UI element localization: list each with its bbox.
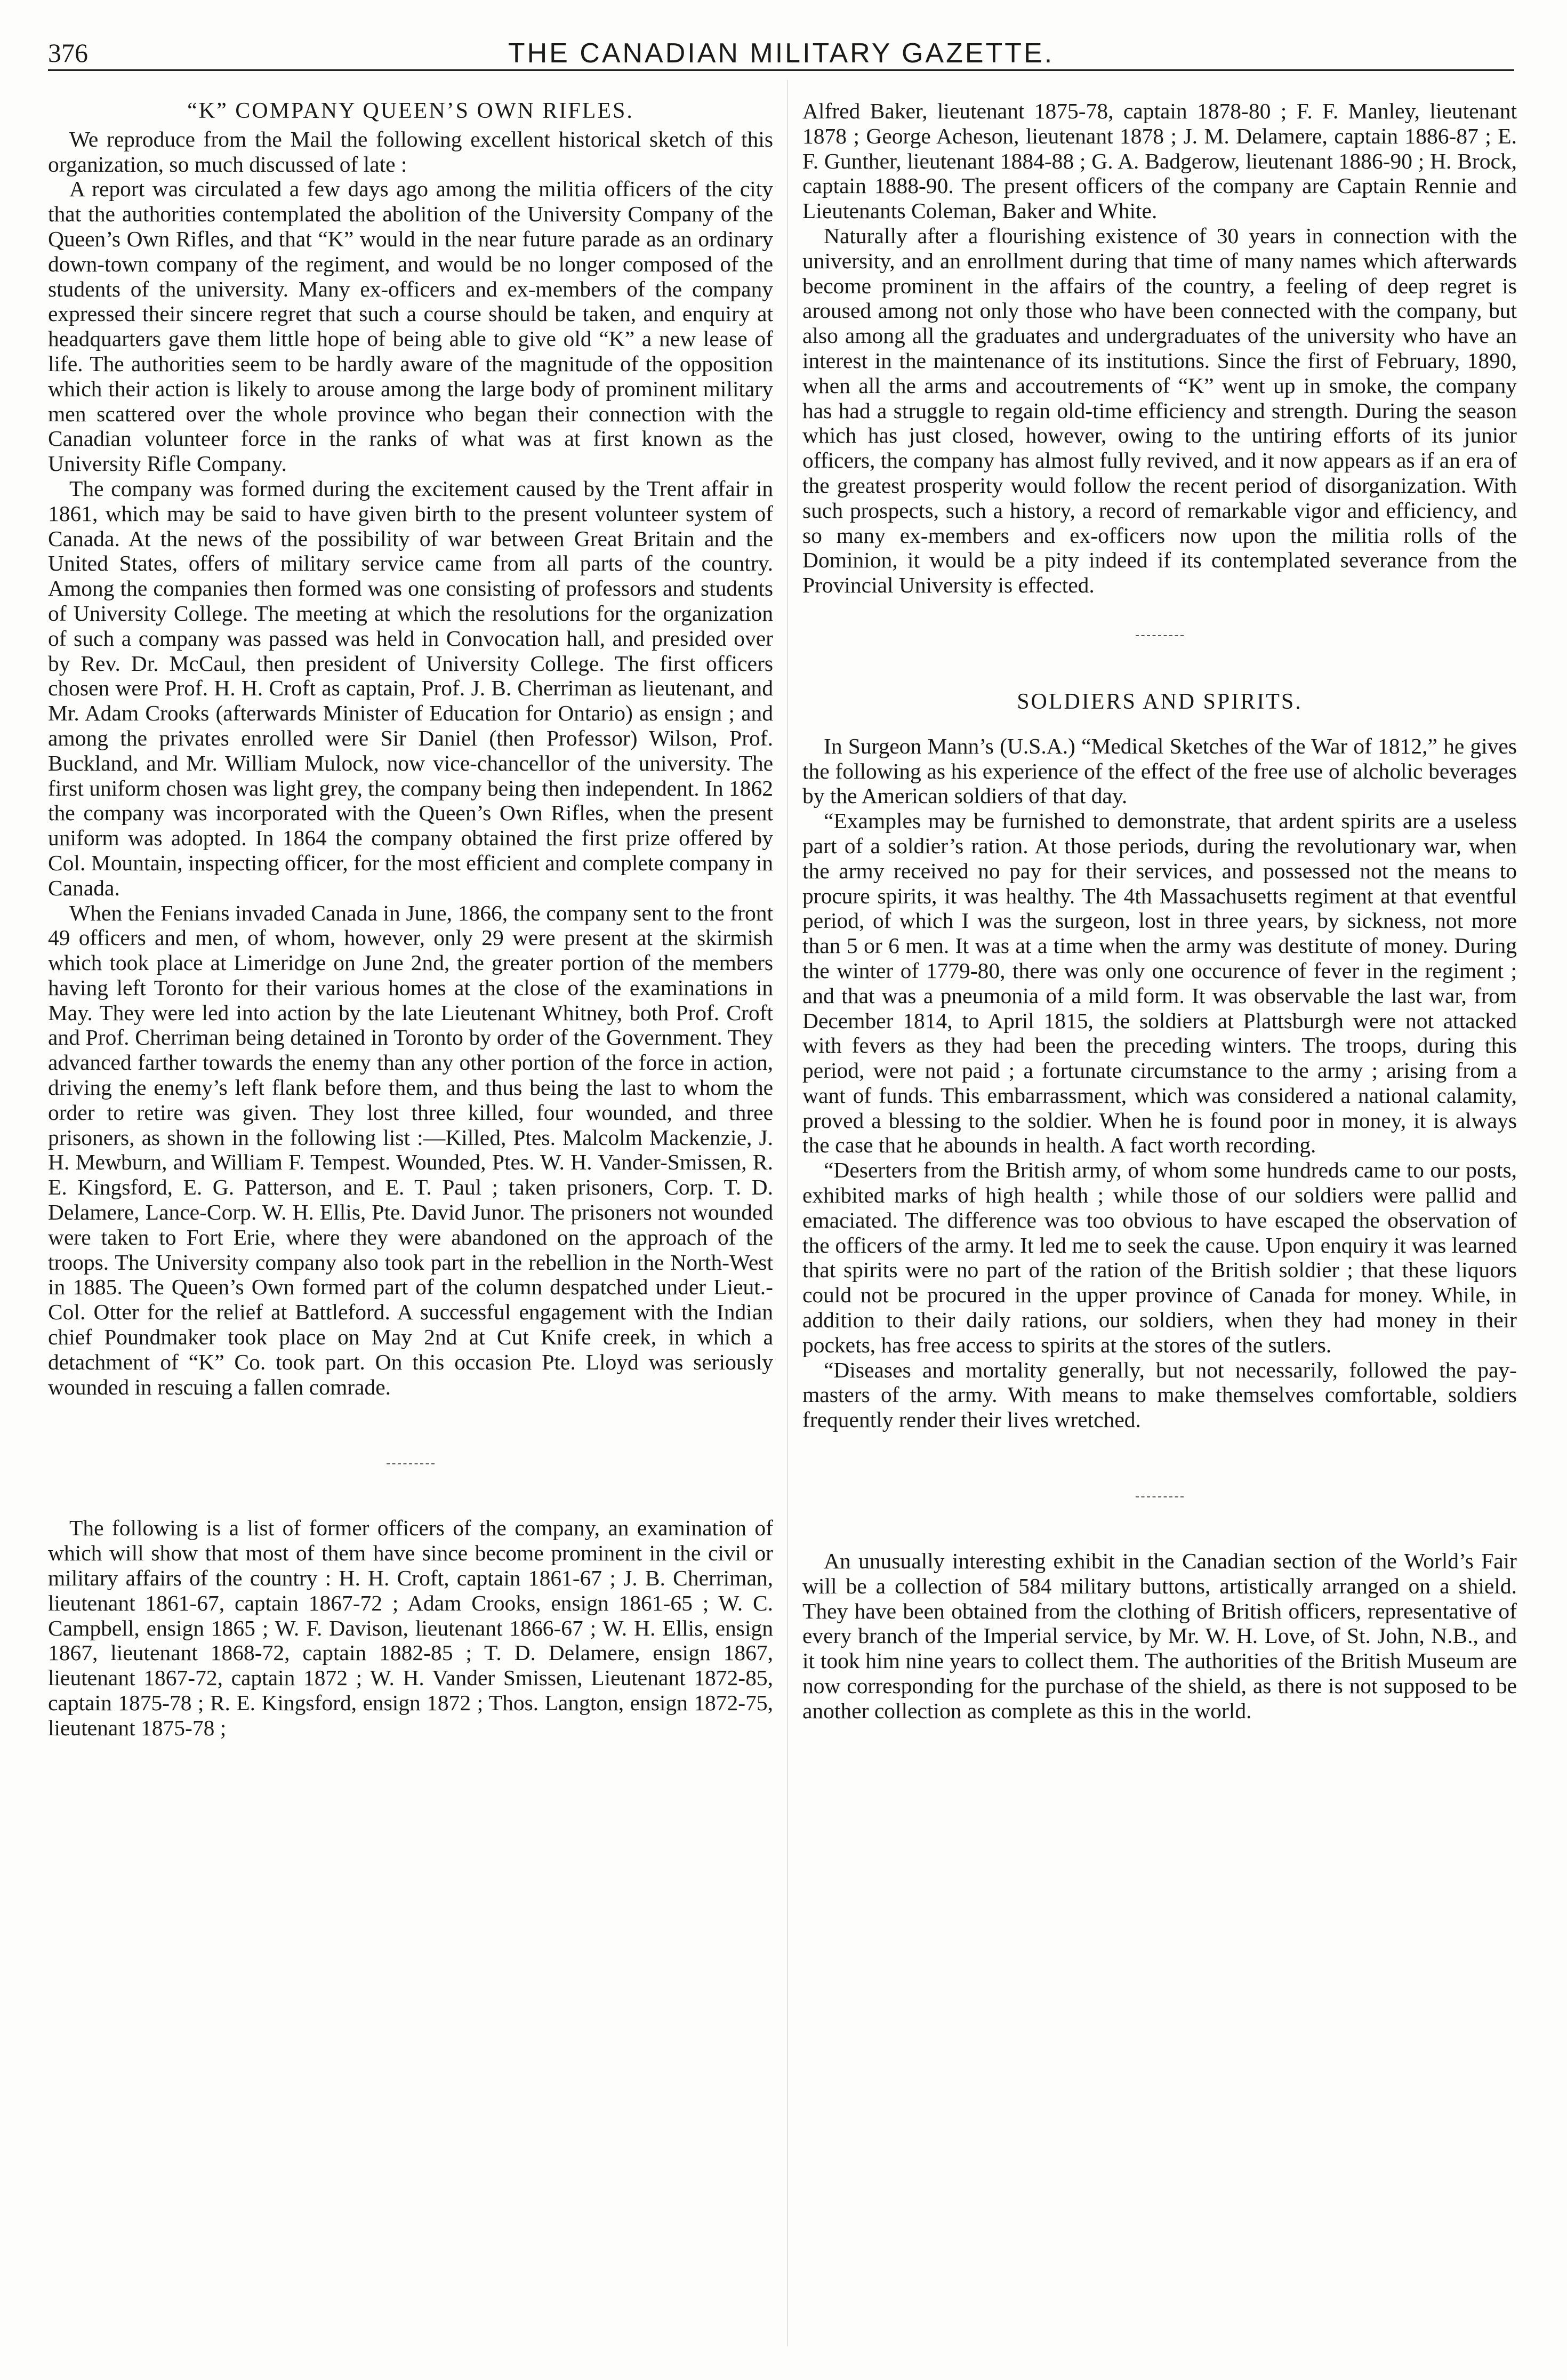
article-title-soldiers-spirits: SOLDIERS AND SPIRITS. <box>1017 689 1303 714</box>
article-paragraph: A report was circulated a few days ago among the militia officers of the city that the authorities contemplated the abolition of the University Company of the Queen’s Own Rifles, and that “K” would in the near future parade as an ordinary down-town company of the regiment, and would be no longer composed of the students of the university. Many ex-officers and ex-members of the company expressed their sincere regret that such a course should be taken, and enquiry at headquarters gave them little hope of being able to give old “K” a new lease of life. The authorities seem to be hardly aware of the magnitude of the opposition which their action is likely to arouse among the large body of prominent military men scattered over the whole province who began their connection with the Canadian volunteer force in the ranks of what was at first known as the University Rifle Company. <box>48 177 773 476</box>
officers-list-continuation: Alfred Baker, lieutenant 1875-78, captain 1878-80 ; F. F. Manley, lieutenant 1878 ; George Acheson, lieutenant 1878 ; J. M. Delamere, captain 1886-87 ; E. F. Gunther, lieutenant 1884-88 ; G. A. Badgerow, lieutenant 1886-90 ; H. Brock, captain 1888-90. The present officers of the company are Captain Rennie and Lieutenants Coleman, Baker and White. <box>802 99 1517 223</box>
article-paragraph: “Diseases and mortality generally, but not necessarily, followed the pay-masters of the army. With means to make themselves comfortable, soldiers frequently render their lives wretched. <box>802 1357 1517 1432</box>
article-paragraph: “Examples may be furnished to demonstrate, that ardent spirits are a useless part of a soldier’s ration. At those periods, during the revolutionary war, when the army received no pay for their services, and possessed not the means to procure spirits, it was healthy. The 4th Massachusetts regiment at that eventful period, of which I was the surgeon, lost in three years, by sickness, not more than 5 or 6 men. It was at a time when the army was destitute of money. During the winter of 1779-80, there was only one occurence of fever in the regiment ; and that was a pneumonia of a mild form. It was observable the last war, from December 1814, to April 1815, the soldiers at Plattsburgh were not attacked with fevers as they had been the preceding winters. The troops, during this period, were not paid ; a fortunate circumstance to the army ; arising from a want of funds. This embarrassment, which was considered a national calamity, proved a blessing to the soldier. When he is found poor in money, it is always the case that he abounds in health. A fact worth recording. <box>802 808 1517 1158</box>
article-paragraph: The company was formed during the excitement caused by the Trent affair in 1861, which may be said to have given birth to the present volunteer system of Canada. At the news of the possibility of war between Great Britain and the United States, offers of military service came from all parts of the country. Among the companies then formed was one consisting of professors and students of University College. The meeting at which the resolutions for the organization of such a company was passed was held in Convocation hall, and presided over by Rev. Dr. McCaul, then president of University College. The first officers chosen were Prof. H. H. Croft as captain, Prof. J. B. Cherriman as lieutenant, and Mr. Adam Crooks (afterwards Minister of Education for Ontario) as ensign ; and among the privates enrolled were Sir Daniel (then Professor) Wilson, Prof. Buckland, and Mr. William Mulock, now vice-chancellor of the university. The first uniform chosen was light grey, the company being then independent. In 1862 the company was incorporated with the Queen’s Own Rifles, when the present uniform was adopted. In 1864 the company obtained the first prize offered by Col. Mountain, inspecting officer, for the most efficient and complete company in Canada. <box>48 476 773 900</box>
page-header <box>48 37 1514 71</box>
page-number: 376 <box>48 38 88 68</box>
article-paragraph: We reproduce from the Mail the following excellent historical sketch of this organization, so much discussed of late : <box>48 126 773 177</box>
buttons-exhibit-note: An unusually interesting exhibit in the Canadian section of the World’s Fair will be a collection of 584 military buttons, artistically arranged on a shield. They have been obtained from the clothing of British officers, representative of every branch of the Imperial service, by Mr. W. H. Love, of St. John, N.B., and it took him nine years to collect them. The authorities of the British Museum are now corresponding for the purchase of the shield, as there is not supposed to be another collection as complete as this in the world. <box>802 1549 1517 1723</box>
article-title-k-company: “K” COMPANY QUEEN’S OWN RIFLES. <box>187 99 634 123</box>
article-conclusion: Naturally after a flourishing existence of 30 years in connection with the university, and an enrollment during that time of many names which afterwards become prominent in the affairs of the country, a feeling of deep regret is aroused among not only those who have been connected with the company, but also among all the graduates and undergraduates of the university who have an interest in the maintenance of its institutions. Since the first of February, 1890, when all the arms and accoutrements of “K” went up in smoke, the company has had a struggle to regain old-time efficiency and strength. During the season which has just closed, however, owing to the untiring efforts of its junior officers, the company has almost fully revived, and it now appears as if an era of the greatest prosperity would follow the recent period of disorganization. With such prospects, such a history, a record of remarkable vigor and efficiency, and so many ex-members and ex-officers now upon the militia rolls of the Dominion, it would be a pity indeed if its contemplated severance from the Provincial University is effected. <box>802 223 1517 598</box>
officers-list-paragraph: The following is a list of former officers of the company, an examination of which will show that most of them have since become prominent in the civil or military affairs of the country : H. H. Croft, captain 1861-67 ; J. B. Cherriman, lieutenant 1861-67, captain 1867-72 ; Adam Crooks, ensign 1861-65 ; W. C. Campbell, ensign 1865 ; W. F. Davison, lieutenant 1866-67 ; W. H. Ellis, ensign 1867, lieutenant 1868-72, captain 1882-85 ; T. D. Delamere, ensign 1867, lieutenant 1867-72, captain 1872 ; W. H. Vander Smissen, Lieutenant 1872-85, captain 1875-78 ; R. E. Kingsford, ensign 1872 ; Thos. Langton, ensign 1872-75, lieutenant 1875-78 ; <box>48 1516 773 1740</box>
right-column <box>802 99 1517 2338</box>
section-separator <box>1136 1496 1184 1497</box>
article-paragraph: “Deserters from the British army, of whom some hundreds came to our posts, exhibited marks of high health ; while those of our soldiers were pallid and emaciated. The difference was too obvious to have escaped the observation of the officers of the army. It led me to seek the cause. Upon enquiry it was learned that spirits were no part of the ration of the British soldier ; that these liquors could not be procured in the upper province of Canada for money. While, in addition to their daily rations, our soldiers, when they had money in their pockets, has free access to spirits at the stores of the sutlers. <box>802 1158 1517 1357</box>
article-paragraph: When the Fenians invaded Canada in June, 1866, the company sent to the front 49 officers and men, of whom, however, only 29 were present at the skirmish which took place at Limeridge on June 2nd, the greater portion of the members having left Toronto for their various homes at the close of the examinations in May. They were led into action by the late Lieutenant Whitney, both Prof. Croft and Prof. Cherriman being detained in Toronto by order of the Government. They advanced farther towards the enemy than any other portion of the force in action, driving the enemy’s left flank before them, and thus being the last to whom the order to retire was given. They lost three killed, four wounded, and three prisoners, as shown in the following list :—Killed, Ptes. Malcolm Mackenzie, J. H. Mewburn, and William F. Tempest. Wounded, Ptes. W. H. Vander-Smissen, R. E. Kingsford, E. G. Patterson, and E. T. Paul ; taken prisoners, Corp. T. D. Delamere, Lance-Corp. W. H. Ellis, Pte. David Junor. The prisoners not wounded were taken to Fort Erie, where they were abandoned on the approach of the troops. The University company also took part in the rebellion in the North-West in 1885. The Queen’s Own formed part of the column despatched under Lieut.-Col. Otter for the relief at Battleford. A successful engagement with the Indian chief Poundmaker took place on May 2nd at Cut Knife creek, in which a detachment of “K” Co. took part. On this occasion Pte. Lloyd was seriously wounded in rescuing a fallen comrade. <box>48 900 773 1399</box>
article-paragraph: In Surgeon Mann’s (U.S.A.) “Medical Sketches of the War of 1812,” he gives the following as his experience of the effect of the free use of alcholic beverages by the American soldiers of that day. <box>802 733 1517 808</box>
left-column <box>48 99 773 2338</box>
column-divider <box>787 80 788 2346</box>
section-separator <box>387 1463 435 1464</box>
section-separator <box>1136 635 1184 636</box>
publication-title: THE CANADIAN MILITARY GAZETTE. <box>508 38 1055 69</box>
